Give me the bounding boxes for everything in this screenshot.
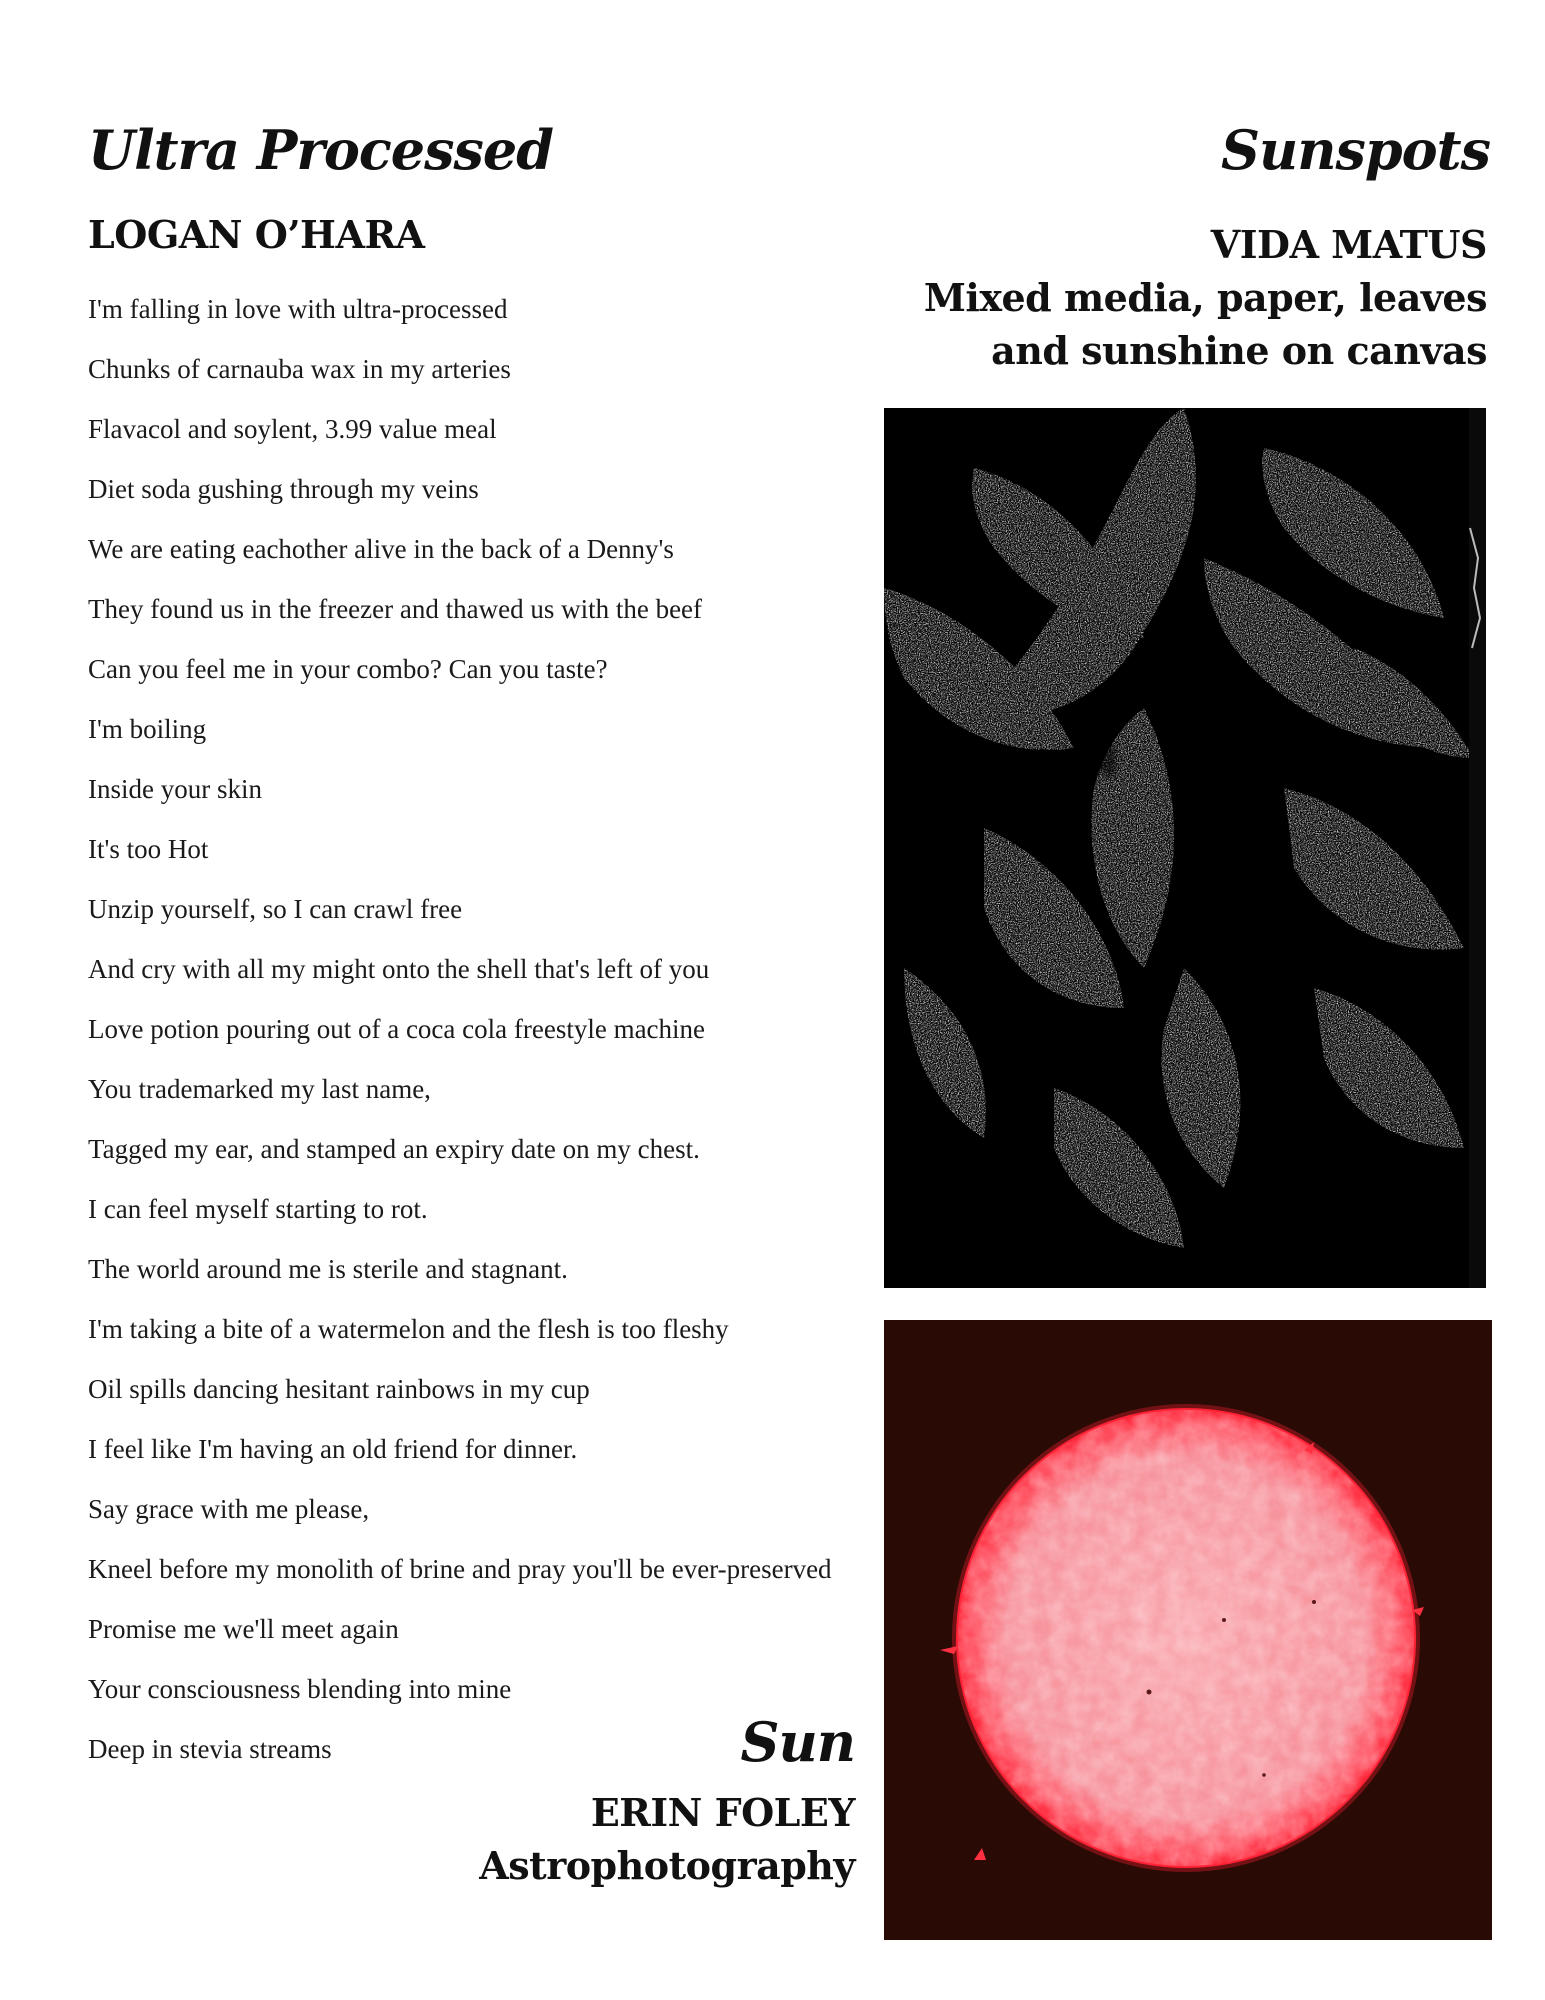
poem-title: Ultra Processed — [88, 118, 554, 182]
poem-line: I feel like I'm having an old friend for dinner. — [88, 1434, 578, 1464]
poem-line: Deep in stevia streams — [88, 1734, 332, 1764]
poem-line: I'm boiling — [88, 714, 207, 744]
sunspots-artwork-image — [884, 408, 1486, 1288]
poem-line: Diet soda gushing through my veins — [88, 474, 479, 504]
poem-line: Flavacol and soylent, 3.99 value meal — [88, 414, 497, 444]
poem-line: I'm falling in love with ultra-processed — [88, 294, 508, 324]
poem-line: Chunks of carnauba wax in my arteries — [88, 354, 511, 384]
poem-line: I'm taking a bite of a watermelon and the flesh is too fleshy — [88, 1314, 729, 1344]
poem-author: LOGAN O’HARA — [88, 212, 425, 257]
photo-title: Sun — [740, 1710, 855, 1774]
poem-line: Your consciousness blending into mine — [88, 1674, 512, 1704]
poem-line: They found us in the freezer and thawed us with the beef — [88, 594, 703, 624]
poem-line: We are eating eachother alive in the back of a Denny's — [88, 534, 674, 564]
poem-line: You trademarked my last name, — [88, 1074, 431, 1104]
poem-line: Can you feel me in your combo? Can you taste? — [88, 654, 608, 684]
artwork-medium-line-1: Mixed media, paper, leaves — [923, 275, 1487, 320]
artwork-title: Sunspots — [1220, 118, 1490, 182]
photo-artist: ERIN FOLEY — [590, 1790, 855, 1835]
poem-line: Oil spills dancing hesitant rainbows in my cup — [88, 1374, 590, 1404]
poem-line: The world around me is sterile and stagnant. — [88, 1254, 568, 1284]
poem-line: It's too Hot — [88, 834, 209, 864]
leaves-artwork-svg — [884, 408, 1486, 1288]
poem-line: Unzip yourself, so I can crawl free — [88, 894, 463, 924]
artwork-artist: VIDA MATUS — [1210, 222, 1487, 267]
photo-caption — [415, 1786, 855, 1892]
sun-disk-svg — [884, 1320, 1492, 1940]
poem-line: Kneel before my monolith of brine and pray you'll be ever-preserved — [88, 1554, 832, 1584]
poem-line: Promise me we'll meet again — [88, 1614, 399, 1644]
poem-line: Inside your skin — [88, 774, 262, 804]
poem-line: Say grace with me please, — [88, 1494, 370, 1524]
poem-line: Love potion pouring out of a coca cola freestyle machine — [88, 1014, 706, 1044]
sun-photograph-image — [884, 1320, 1492, 1940]
artwork-medium-line-2: and sunshine on canvas — [991, 328, 1487, 373]
poem-line: I can feel myself starting to rot. — [88, 1194, 428, 1224]
poem-line: Tagged my ear, and stamped an expiry date on my chest. — [88, 1134, 700, 1164]
artwork-caption — [867, 218, 1487, 377]
photo-medium: Astrophotography — [479, 1843, 855, 1888]
poem-body — [88, 294, 836, 1794]
poem-line: And cry with all my might onto the shell that's left of you — [88, 954, 710, 984]
